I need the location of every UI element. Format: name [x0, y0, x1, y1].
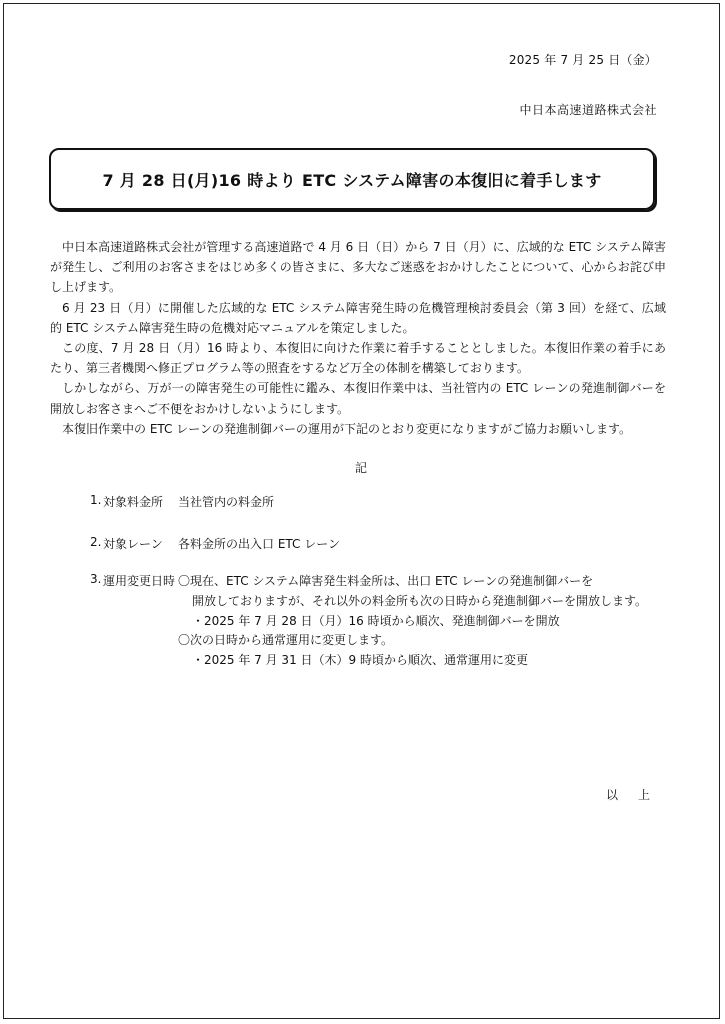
item-line: 〇現在、ETC システム障害発生料金所は、出口 ETC レーンの発進制御バーを	[178, 574, 594, 588]
title-box	[49, 148, 655, 210]
paragraph: この度、7 月 28 日（月）16 時より、本復旧に向けた作業に着手することとしました。本復旧作業の着手にあたり、第三者機関へ修正プログラム等の照査をするなど万全の体制を構築しております。	[50, 341, 666, 376]
item-number: 2.	[90, 535, 102, 549]
paragraph: 本復旧作業中の ETC レーンの発進制御バーの運用が下記のとおり変更になりますがご協力お願いします。	[62, 421, 632, 436]
item-value: 当社管内の料金所	[178, 495, 275, 509]
item-number: 3.	[90, 572, 102, 586]
paragraph: 中日本高速道路株式会社が管理する高速道路で 4 月 6 日（日）から 7 日（月）に、広域的な ETC システム障害が発生し、ご利用のお客さまをはじめ多くの皆さまに、多大なご迷惑をおかけしたことについて、心からお詫び申し上げます。	[50, 240, 666, 295]
item-line: 開放しておりますが、それ以外の料金所も次の日時から発進制御バーを開放します。	[192, 594, 648, 608]
ki-heading: 記	[355, 461, 368, 475]
item-number: 1.	[90, 493, 102, 507]
item-label: 対象料金所	[103, 495, 164, 509]
item-label: 運用変更日時	[103, 574, 176, 588]
body-text	[50, 237, 666, 439]
document-date: 2025 年 7 月 25 日（金）	[508, 53, 657, 67]
closing-mark: 以上	[606, 788, 671, 802]
item-label: 対象レーン	[103, 537, 163, 551]
item-line: ・2025 年 7 月 28 日（月）16 時頃から順次、発進制御バーを開放	[192, 614, 560, 628]
company-name: 中日本高速道路株式会社	[519, 103, 657, 117]
paragraph: 6 月 23 日（月）に開催した広域的な ETC システム障害発生時の危機管理検討委員会（第 3 回）を経て、広域的 ETC システム障害発生時の危機対応マニュアルを策定しました。	[50, 300, 666, 335]
item-value: 各料金所の出入口 ETC レーン	[178, 537, 340, 551]
item-line: ・2025 年 7 月 31 日（木）9 時頃から順次、通常運用に変更	[192, 653, 528, 667]
item-line: 〇次の日時から通常運用に変更します。	[178, 633, 394, 647]
paragraph: しかしながら、万が一の障害発生の可能性に鑑み、本復旧作業中は、当社管内の ETC レーンの発進制御バーを開放しお客さまへご不便をおかけしないようにします。	[50, 381, 666, 416]
document-title: 7 月 28 日(月)16 時より ETC システム障害の本復旧に着手します	[102, 170, 602, 190]
